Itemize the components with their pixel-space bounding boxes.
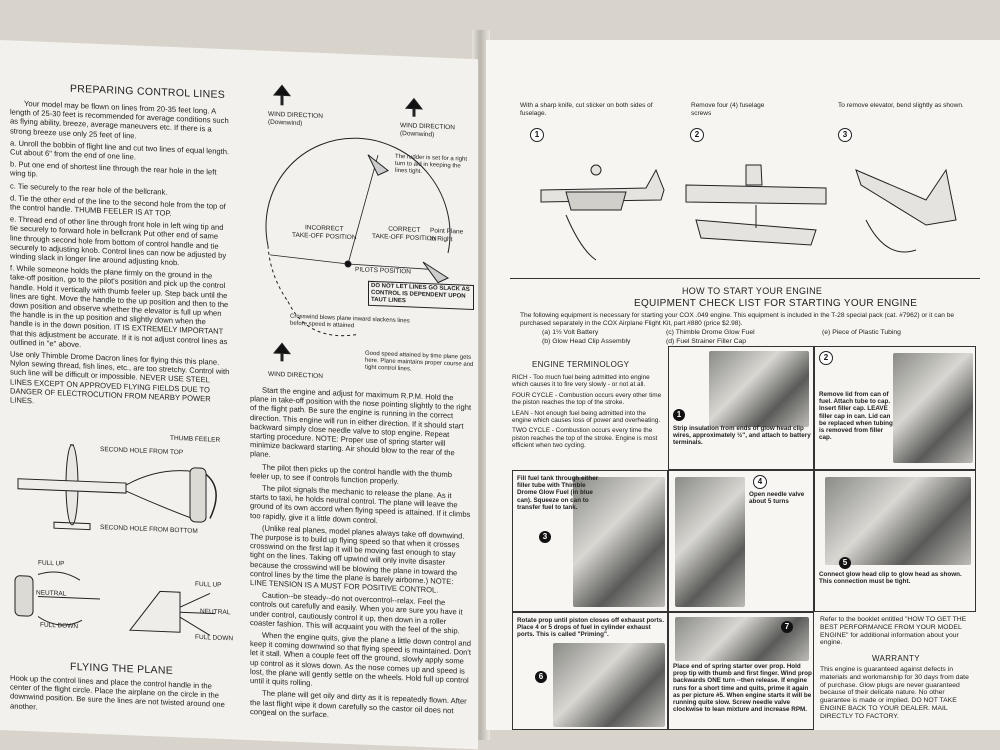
flight-para-2: The pilot then picks up the control handle with the thumb feeler up, to see if controls function properly.: [250, 462, 455, 486]
flight-para-1: Start the engine and adjust for maximum R.P.M. Hold the plane in take-off position with the nose pointing slightly to the right of the flight path. Be sure the engine is running in the correct direction. This engine will run in either direction. If it should start backward simply close needle valve to stop engine. Repeat starting procedure. NOTE: Proper use of spring starter will minimize backward starting. Air should blow to the rear of the plane.: [250, 385, 474, 460]
cell-2-text: Remove lid from can of fuel. Attach tube to cap. Insert filler cap. LEAVE filler cap in can. Lid can be replaced when tubing is removed from filler cap.: [819, 391, 893, 442]
term-rich: RICH - Too much fuel being admitted into engine which causes it to fire very slowly - or not at all.: [512, 374, 652, 389]
term-two-cycle: TWO CYCLE - Combustion occurs every time the piston reaches the top of the stroke. Engine is most efficient when two cycling.: [512, 427, 660, 450]
step3-number: 3: [838, 128, 852, 142]
fuel-can-photo: [893, 353, 973, 463]
line-warning: Use only Thimble Drome Dacron lines for flying this this plane. Nylon sewing thread, fish lines, etc., are too stretchy. Control with such line will be difficult or impossible. NEVER USE STEEL LINES EXCEPT ON APPROVED FLYING FIELDS DUE TO DANGER OF ELECTROCUTION FROM NEARBY POWER LINES.: [10, 349, 232, 406]
equipment-item-b: (b) Glow Head Clip Assembly: [542, 338, 631, 345]
cell-3-number: 3: [539, 531, 551, 543]
full-down-label: FULL DOWN: [40, 621, 79, 631]
equipment-title: EQUIPMENT CHECK LIST FOR STARTING YOUR ENGINE: [634, 298, 918, 309]
wind-direction-top-right: WIND DIRECTION (Downwind): [400, 122, 455, 138]
cell-1-text: Strip insulation from ends of glow head clip wires, approximately ½", and attach to battery terminals.: [673, 425, 811, 447]
full-up-right-label: FULL UP: [195, 580, 222, 589]
terminology-title: ENGINE TERMINOLOGY: [532, 360, 630, 369]
cell-7-number: 7: [781, 621, 793, 633]
equipment-intro: The following equipment is necessary for starting your COX .049 engine. This equipment is included in the T-28 special pack (cat. #7962) or it can be purchased separately in the COX Airplane Flight Kit, part #880 (price $2.98).: [520, 312, 955, 327]
step-f: f. While someone holds the plane firmly on the ground in the take-off position, go to the pilot's position and pick up the control handle. Hold it vertically with thumb feeler up. Step back until the lines are tight. Move the handle to the up position and then to the down position and observe whether the elevator is full up when the handle is in the up position and slightly down when the handle is in the down position. IT IS EXTREMELY IMPORTANT that this adjustment be accurate. If it is not adjust control lines as outlined in "e" above.: [10, 263, 231, 350]
step-cell-4: [668, 470, 814, 612]
step3-caption: To remove elevator, bend slightly as shown.: [838, 102, 964, 109]
flight-para-7: The plane will get oily and dirty as it is repeatedly flown. After the last flight wipe it down carefully so the castor oil does not congeal on the surface.: [250, 688, 469, 719]
flying-text: Hook up the control lines and place the control handle in the center of the flight circle. Place the airplane on the circle in the downwind position. Be sure the lines are not twisted around one another.: [10, 673, 225, 712]
step1-number: 1: [530, 128, 544, 142]
incorrect-label: INCORRECT TAKE-OFF POSITION: [292, 224, 357, 241]
engine-title: HOW TO START YOUR ENGINE: [682, 286, 823, 296]
flight-para-6: When the engine quits, give the plane a little down control and keep it coming downwind so that flying speed is maintained. Don't let it stall. When a couple feet off the ground, slowly apply some up control as it slows down. As the nose comes up and speed is lost, the plane will gently settle on the wheels. Hold full up control until it quits rolling.: [250, 630, 474, 688]
step2-caption: Remove four (4) fuselage screws: [691, 102, 765, 117]
terminology-list: [512, 374, 664, 453]
cell-3-text: Fill fuel tank through either filler tube with Thimble Drome Glow Fuel (in blue can). Squeeze on can to transfer fuel to tank.: [517, 475, 599, 511]
wind-direction-top: WIND DIRECTION (Downwind): [268, 110, 323, 127]
step-cell-1: [668, 346, 814, 470]
left-page: [0, 40, 478, 749]
flight-instructions: [250, 385, 472, 728]
wind-direction-bottom: WIND DIRECTION: [268, 370, 323, 380]
step-cell-7: [668, 612, 814, 730]
equipment-item-c: (c) Thimble Drome Glow Fuel: [666, 329, 755, 336]
flight-para-5: Caution--be steady--do not overcontrol--relax. Feel the controls out carefully and easily. When you are sure you have it under control, cautiously control it up, then down in a roller coaster fashion. This will acquaint you with the feel of the ship.: [250, 590, 465, 636]
warranty-title: WARRANTY: [872, 654, 920, 663]
step-d: d. Tie the other end of the line to the second hole from the top of the control handle. THUMB FEELER IS AT TOP.: [10, 193, 228, 218]
term-lean: LEAN - Not enough fuel being admitted into the engine which causes loss of power and overheating.: [512, 409, 661, 425]
warranty-text: This engine is guaranteed against defects in materials and workmanship for 30 days from date of purchase. Glow plugs are never guaranteed because of their delicate nature. No other guarantee is made or implied. DO NOT TAKE ENGINE BACK TO YOUR DEALER. MAIL DIRECTLY TO FACTORY.: [820, 666, 969, 720]
equipment-item-e: (e) Piece of Plastic Tubing: [822, 329, 901, 336]
cell-2-number: 2: [819, 351, 833, 365]
point-plane-label: Point Plane to Right: [430, 227, 464, 243]
second-hole-top-label: SECOND HOLE FROM TOP: [100, 446, 184, 457]
step-cell-3: [512, 470, 668, 612]
slack-lines-notice: DO NOT LET LINES GO SLACK AS CONTROL IS DEPENDENT UPON TAUT LINES: [368, 281, 474, 310]
step-b: b. Put one end of shortest line through the rear hole in the left wing tip.: [10, 159, 219, 179]
crosswind-note: Crosswind blows plane inward slackens lines before speed is attained: [290, 313, 410, 330]
cell-5-text: Connect glow head clip to glow head as shown. This connection must be tight.: [819, 571, 962, 586]
full-up-label: FULL UP: [38, 559, 65, 568]
control-lines-body: [10, 98, 230, 416]
step1-caption: With a sharp knife, cut sticker on both sides of fuselage.: [520, 102, 653, 117]
step-cell-5: [814, 470, 976, 612]
cell-5-number: 5: [839, 557, 851, 569]
booklet-note: Refer to the booklet entitled "HOW TO GET THE BEST PERFORMANCE FROM YOUR MODEL ENGINE" for additional information about your engine.: [820, 616, 967, 647]
step-cell-2: [814, 346, 976, 470]
equipment-item-d: (d) Fuel Strainer Filler Cap: [666, 338, 747, 345]
step-e: e. Thread end of other line through front hole in left wing tip and tie securely to forward hole in bellcrank Put other end of same line through second hole from bottom of control handle and tie securely to adjusting knob. Control lines can now be adjusted by winding slack in longer line around adjusting knob.: [10, 214, 229, 268]
neutral-right-label: NEUTRAL: [200, 608, 231, 617]
step-a: a. Unroll the bobbin of flight line and cut two lines of equal length. Cut about 6" from the end of one line.: [10, 138, 232, 162]
priming-photo: [553, 643, 665, 727]
step2-number: 2: [690, 128, 704, 142]
equipment-item-a: (a) 1½ Volt Battery: [542, 329, 599, 336]
section-divider: [510, 278, 980, 279]
correct-label: CORRECT TAKE-OFF POSITION: [372, 225, 437, 243]
flight-para-4: (Unlike real planes, model planes always take off downwind. The purpose is to build up flying speed so that when it crosses crosswind on the first lap it will be moving fast enough to stay tight on the lines. Taking off upwind will only invite disaster because the crosswind will be blowing the plane in toward the control lines by the time the plane is barely airborne.) NOTE: LINE TENSION IS A MUST FOR POSITIVE CONTROL.: [250, 523, 467, 595]
term-four-cycle: FOUR CYCLE - Combustion occurs every other time the piston reaches the top of the stroke.: [512, 391, 663, 407]
cell-4-text: Open needle valve about 5 turns: [749, 491, 805, 506]
full-down-right-label: FULL DOWN: [195, 633, 234, 643]
cell-1-number: 1: [673, 409, 685, 421]
cell-7-text: Place end of spring starter over prop. Hold prop tip with thumb and first finger. Wind prop backwards ONE turn --then release. If engine runs for a short time and quits, prime it again as per picture #5. When engine starts it will be running quite slow. Screw needle valve clockwise to lean mixture and increase RPM.: [673, 663, 812, 714]
neutral-label: NEUTRAL: [36, 589, 67, 598]
needle-valve-photo: [675, 477, 745, 607]
cell-6-number: 6: [535, 671, 547, 683]
right-page: [486, 40, 1000, 730]
control-lines-intro: Your model may be flown on lines from 20-35 feet long. A length of 25-30 feet is recommended for average conditions such as flying ability, breeze, average maneuvers etc. If there is a strong breeze use only 25 feet of line.: [10, 98, 231, 141]
flight-para-3: The pilot signals the mechanic to release the plane. As it starts to taxi, he holds neutral control. The plane will leave the ground of its own accord when flying speed is attained. If it climbs too rapidly, give it a little down control.: [250, 483, 473, 525]
battery-photo: [709, 351, 809, 427]
rudder-note: The rudder is set for a right turn to aid in keeping the lines tight.: [395, 153, 468, 175]
disassembly-figures: [526, 130, 966, 270]
good-speed-note: Good speed attained by time plane gets here. Plane maintains proper course and tight control lines.: [365, 350, 474, 373]
second-hole-bottom-label: SECOND HOLE FROM BOTTOM: [100, 524, 198, 535]
pilots-position-label: PILOTS POSITION: [355, 266, 411, 276]
cell-4-number: 4: [753, 475, 767, 489]
control-lines-title: PREPARING CONTROL LINES: [70, 82, 226, 102]
thumb-feeler-label: THUMB FEELER: [170, 434, 221, 444]
cell-6-text: Rotate prop until piston closes off exhaust ports. Place 4 or 5 drops of fuel in cylinder exhaust ports. This is called "Priming".: [517, 617, 664, 639]
step-c: c. Tie securely to the rear hole of the bellcrank.: [10, 181, 168, 197]
glow-clip-photo: [825, 477, 971, 565]
step-cell-6: [512, 612, 668, 730]
flying-title: FLYING THE PLANE: [70, 660, 174, 677]
